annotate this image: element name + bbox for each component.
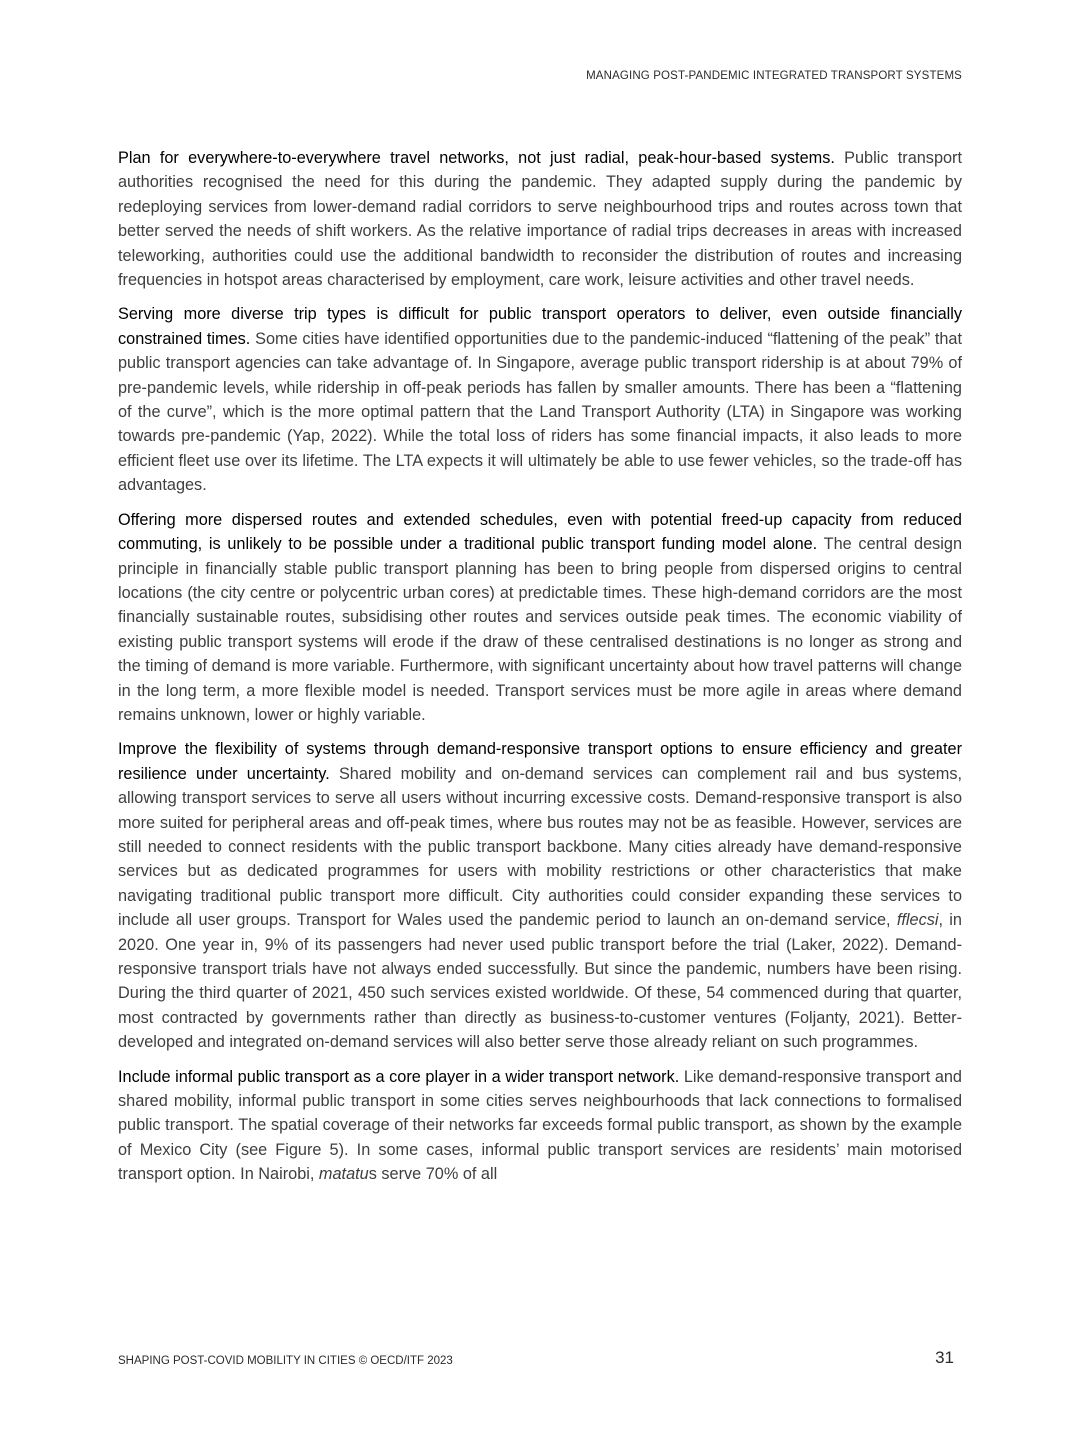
page-number: 31 — [935, 1348, 954, 1367]
paragraph-trip-types — [118, 302, 962, 497]
paragraph-lead: Include informal public transport as a core player in a wider transport network. — [118, 1067, 680, 1086]
paragraph-demand-responsive — [118, 737, 962, 1054]
paragraph-body: Public transport authorities recognised the need for this during the pandemic. They adapted supply during the pandemic by redeploying services from lower-demand radial corridors to serve neighbourhood trips and routes across town that better served the needs of shift workers. As the relative importance of radial trips decreases in areas with increased teleworking, authorities could use the additional bandwidth to reconsider the distribution of routes and increasing frequencies in hotspot areas characterised by employment, care work, leisure activities and other travel needs. — [118, 149, 963, 290]
paragraph-body: The central design principle in financially stable public transport planning has been to bring people from dispersed origins to central locations (the city centre or polycentric urban cores) at predictable times. These high-demand corridors are the most financially sustainable routes, subsidising other routes and services outside peak times. The economic viability of existing public transport systems will erode if the draw of these centralised destinations is no longer as strong and the timing of demand is more variable. Furthermore, with significant uncertainty about how travel patterns will change in the long term, a more flexible model is needed. Transport services must be more agile in areas where demand remains unknown, lower or highly variable. — [118, 535, 962, 724]
paragraph-lead: Serving more diverse trip types is difficult for public transport operators to deliver, even outside financially constrained times. — [118, 305, 962, 348]
paragraph-networks — [118, 146, 962, 292]
service-name: fflecsi — [896, 911, 939, 930]
paragraph-lead: Offering more dispersed routes and extended schedules, even with potential freed-up capacity from reduced commuting, is unlikely to be possible under a traditional public transport funding model alone. — [118, 510, 962, 554]
paragraph-lead: Plan for everywhere-to-everywhere travel networks, not just radial, peak-hour-based systems. — [118, 149, 835, 167]
paragraph-informal-transport — [118, 1065, 962, 1187]
footer-publication: SHAPING POST-COVID MOBILITY IN CITIES © OECD/ITF 2023 — [118, 1355, 453, 1367]
paragraph-body-continued: s serve 70% of all — [368, 1165, 498, 1184]
paragraph-body: Shared mobility and on-demand services can complement rail and bus systems, allowing transport services to serve all users without incurring excessive costs. Demand-responsive transport is also more suited for peripheral areas and off-peak times, where bus routes may not be as feasible. However, services are still needed to connect residents with the public transport backbone. Many cities already have demand-responsive services but as dedicated programmes for users with mobility restrictions or other characteristics that make navigating traditional public transport more difficult. City authorities could consider expanding these services to include all user groups. Transport for Wales used the pandemic period to launch an on-demand service, — [118, 764, 962, 930]
paragraph-funding-model — [118, 508, 962, 728]
paragraph-body: Some cities have identified opportunities due to the pandemic-induced “flattening of the peak” that public transport agencies can take advantage of. In Singapore, average public transport ridership is at about 79% of pre-pandemic levels, while ridership in off-peak periods has fallen by smaller amounts. There has been a “flattening of the curve”, which is the more optimal pattern that the Land Transport Authority (LTA) in Singapore was working towards pre-pandemic (Yap, 2022). While the total loss of riders has some financial impacts, it also leads to more efficient fleet use over its lifetime. The LTA expects it will ultimately be able to use fewer vehicles, so the trade-off has advantages. — [118, 329, 963, 495]
running-header: MANAGING POST-PANDEMIC INTEGRATED TRANSPORT SYSTEMS — [586, 70, 962, 82]
vehicle-term: matatu — [318, 1165, 369, 1184]
paragraph-body-continued: , in 2020. One year in, 9% of its passengers had never used public transport before the trial (Laker, 2022). Demand-responsive transport trials have not always ended successfully. But since the pandemic, numbers have been rising. During the third quarter of 2021, 450 such services existed worldwide. Of these, 54 commenced during that quarter, most contracted by governments rather than directly as business-to-customer ventures (Foljanty, 2021). Better-developed and integrated on-demand services will also better serve those already reliant on such programmes. — [118, 911, 962, 1052]
paragraph-lead: Improve the flexibility of systems through demand-responsive transport options to ensure efficiency and greater resilience under uncertainty. — [118, 740, 962, 783]
paragraph-body: Like demand-responsive transport and shared mobility, informal public transport in some cities serves neighbourhoods that lack connections to formalised public transport. The spatial coverage of their networks far exceeds formal public transport, as shown by the example of Mexico City (see Figure 5). In some cases, informal public transport services are residents’ main motorised transport option. In Nairobi, — [118, 1067, 962, 1184]
body-text — [118, 146, 962, 1197]
